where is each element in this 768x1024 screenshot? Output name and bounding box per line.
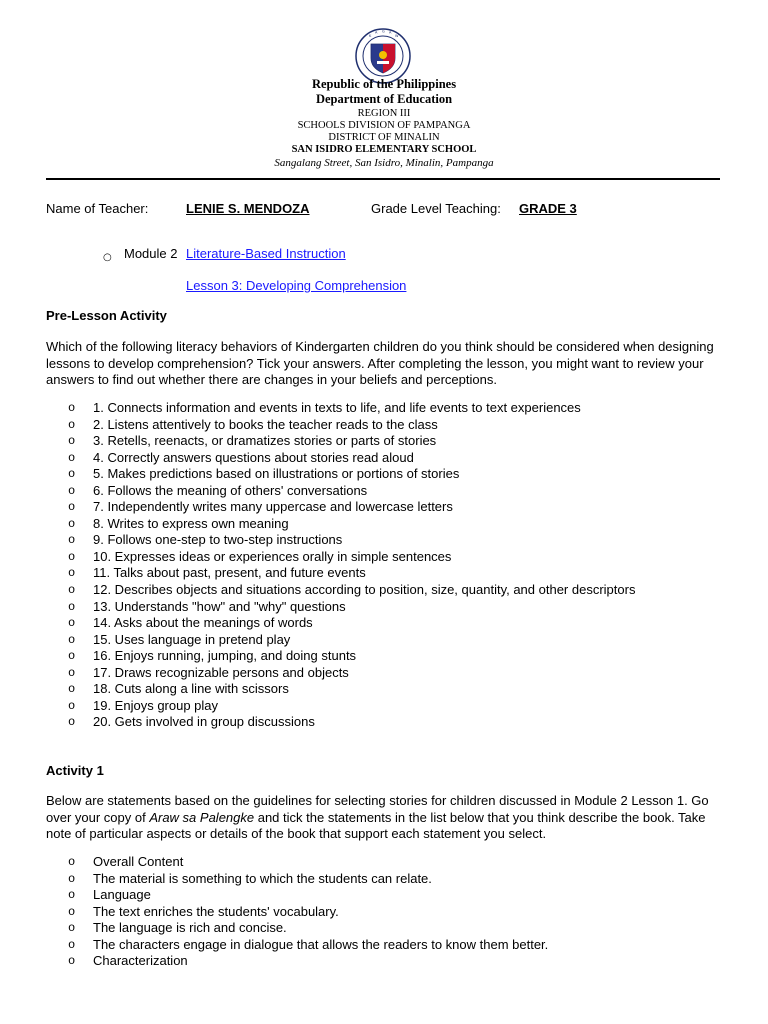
list-bullet-icon: o bbox=[68, 937, 76, 952]
list-bullet-icon: o bbox=[68, 921, 76, 936]
list-bullet-icon: o bbox=[68, 533, 76, 548]
list-bullet-icon: o bbox=[68, 888, 76, 903]
list-bullet-icon: o bbox=[68, 616, 76, 631]
list-bullet-icon: o bbox=[68, 871, 76, 886]
list-item[interactable]: o 19. Enjoys group play bbox=[68, 697, 219, 713]
header-school: SAN ISIDRO ELEMENTARY SCHOOL bbox=[291, 144, 477, 155]
list-item[interactable]: o Language bbox=[68, 887, 151, 903]
list-item[interactable]: o Overall Content bbox=[68, 854, 184, 869]
list-bullet-icon: o bbox=[68, 417, 76, 432]
svg-text:A: A bbox=[375, 30, 378, 35]
list-bullet-icon: o bbox=[68, 665, 76, 680]
header-republic: Republic of the Philippines bbox=[311, 77, 457, 91]
list-bullet-icon: o bbox=[68, 434, 76, 449]
list-bullet-icon: o bbox=[68, 682, 76, 697]
list-bullet-icon: o bbox=[68, 450, 76, 465]
list-item[interactable]: o 20. Gets involved in group discussions bbox=[68, 714, 315, 730]
list-item[interactable]: o 14. Asks about the meanings of words bbox=[68, 615, 313, 631]
list-bullet-icon: o bbox=[68, 855, 76, 869]
list-bullet-icon: o bbox=[68, 599, 76, 614]
list-item[interactable]: o 3. Retells, reenacts, or dramatizes stories or parts of stories bbox=[68, 433, 437, 449]
svg-text:K: K bbox=[369, 34, 372, 38]
list-item[interactable]: o 7. Independently writes many uppercase and lowercase letters bbox=[68, 499, 453, 515]
header-department: Department of Education bbox=[315, 92, 453, 106]
list-bullet-icon: o bbox=[68, 632, 76, 647]
list-item[interactable]: o 16. Enjoys running, jumping, and doing stunts bbox=[68, 648, 357, 664]
list-item[interactable]: o Characterization bbox=[68, 953, 188, 969]
pre-lesson-list bbox=[0, 400, 768, 731]
list-item[interactable]: o 11. Talks about past, present, and future events bbox=[68, 565, 366, 581]
module-link[interactable]: Literature-Based Instruction bbox=[186, 246, 346, 261]
list-item[interactable]: o 10. Expresses ideas or experiences orally in simple sentences bbox=[68, 548, 452, 564]
list-bullet-icon: o bbox=[68, 467, 76, 482]
header-address: Sangalang Street, San Isidro, Minalin, Pampanga bbox=[274, 157, 494, 169]
list-item[interactable]: o The characters engage in dialogue that allows the readers to know them better. bbox=[68, 936, 549, 952]
list-item[interactable]: o The text enriches the students' vocabulary. bbox=[68, 903, 339, 919]
list-item[interactable]: o 5. Makes predictions based on illustrations or portions of stories bbox=[68, 466, 460, 482]
list-item[interactable]: o The language is rich and concise. bbox=[68, 920, 287, 936]
list-bullet-icon: o bbox=[68, 698, 76, 713]
list-item[interactable]: o 8. Writes to express own meaning bbox=[68, 515, 289, 531]
deped-seal-logo bbox=[355, 28, 411, 84]
book-title: Araw sa Palengke bbox=[149, 809, 255, 825]
grade-value: GRADE 3 bbox=[519, 201, 577, 216]
svg-text:W: W bbox=[395, 34, 399, 38]
module-label: Module 2 bbox=[124, 246, 178, 261]
activity1-heading: Activity 1 bbox=[46, 763, 104, 778]
list-item[interactable]: o 1. Connects information and events in texts to life, and life events to text experiences bbox=[68, 400, 581, 415]
list-bullet-icon: o bbox=[68, 500, 76, 515]
header-district: DISTRICT OF MINALIN bbox=[328, 132, 440, 143]
list-bullet-icon: o bbox=[68, 483, 76, 498]
list-bullet-icon: o bbox=[68, 566, 76, 581]
list-item[interactable]: o 4. Correctly answers questions about stories read aloud bbox=[68, 449, 414, 465]
activity1-list bbox=[0, 854, 768, 970]
header-region: REGION III bbox=[357, 108, 411, 119]
module-bullet-icon: ○ bbox=[103, 252, 112, 263]
teacher-label: Name of Teacher: bbox=[46, 201, 149, 216]
header-divider bbox=[46, 178, 720, 180]
list-bullet-icon: o bbox=[68, 649, 76, 664]
list-bullet-icon: o bbox=[68, 549, 76, 564]
lesson-link[interactable]: Lesson 3: Developing Comprehension bbox=[186, 278, 407, 293]
svg-text:G: G bbox=[382, 29, 385, 34]
list-item[interactable]: o 2. Listens attentively to books the teacher reads to the class bbox=[68, 416, 438, 432]
list-item[interactable]: o 9. Follows one-step to two-step instructions bbox=[68, 532, 343, 548]
list-bullet-icon: o bbox=[68, 583, 76, 598]
header-division: SCHOOLS DIVISION OF PAMPANGA bbox=[297, 120, 471, 131]
list-item[interactable]: o 6. Follows the meaning of others' conversations bbox=[68, 482, 368, 498]
list-item[interactable]: o 17. Draws recognizable persons and objects bbox=[68, 664, 349, 680]
list-item[interactable]: o 13. Understands "how" and "why" questions bbox=[68, 598, 346, 614]
list-bullet-icon: o bbox=[68, 516, 76, 531]
list-item[interactable]: o 18. Cuts along a line with scissors bbox=[68, 681, 289, 697]
pre-lesson-heading: Pre-Lesson Activity bbox=[46, 308, 167, 323]
list-item[interactable]: o The material is something to which the students can relate. bbox=[68, 870, 432, 886]
list-bullet-icon: o bbox=[68, 715, 76, 730]
list-item[interactable]: o 15. Uses language in pretend play bbox=[68, 631, 291, 647]
list-bullet-icon: o bbox=[68, 954, 76, 969]
svg-text:A: A bbox=[389, 30, 392, 35]
list-bullet-icon: o bbox=[68, 904, 76, 919]
activity1-paragraph: Below are statements based on the guidelines for selecting stories for children discussed in Module 2 Lesson 1. Go over your copy of Araw sa Palengke and tick the statements in the list below that you think describe the book. Take note of particular aspects or details of the book that support each statement you select. bbox=[46, 793, 709, 841]
pre-lesson-paragraph: Which of the following literacy behaviors of Kindergarten children do you think should be considered when designing lessons to develop comprehension? Tick your answers. After completing the lesson, you might want to review your answers to find out whether there are changes in your beliefs and perceptions. bbox=[46, 339, 714, 387]
grade-label: Grade Level Teaching: bbox=[371, 201, 501, 216]
list-bullet-icon: o bbox=[68, 401, 76, 415]
teacher-name: LENIE S. MENDOZA bbox=[186, 201, 310, 216]
list-item[interactable]: o 12. Describes objects and situations according to position, size, quantity, and other descriptors bbox=[68, 582, 636, 598]
